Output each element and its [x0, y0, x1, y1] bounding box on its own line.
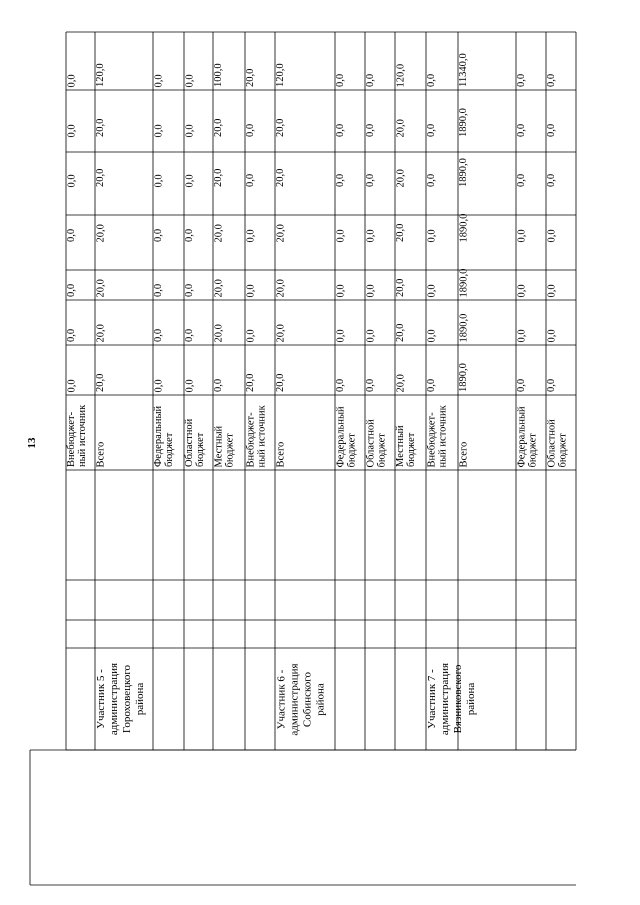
value-cell-text: 120,0 [275, 63, 286, 87]
value-cell-text: 100,0 [213, 63, 224, 87]
source-cell [365, 395, 395, 470]
value-cell [275, 140, 335, 190]
value-cell-text: 0,0 [66, 378, 77, 392]
value-cell [426, 32, 458, 90]
value-cell [213, 190, 245, 245]
value-cell [213, 245, 245, 300]
value-cell [365, 345, 395, 395]
value-cell [365, 300, 395, 345]
value-cell-text: 0,0 [153, 378, 164, 392]
value-cell [546, 140, 576, 190]
value-cell-text: 0,0 [184, 378, 195, 392]
value-cell-text: 120,0 [95, 63, 106, 87]
value-cell-text: 0,0 [426, 73, 437, 87]
value-cell-text: 20,0 [213, 118, 224, 137]
value-cell [365, 140, 395, 190]
value-cell [245, 245, 275, 300]
participant-cell [275, 648, 426, 750]
value-cell [516, 90, 546, 140]
source-cell-text: Всего [275, 441, 286, 467]
value-cell-text: 0,0 [516, 228, 527, 242]
value-cell-text: 20,0 [213, 223, 224, 242]
value-cell [546, 300, 576, 345]
value-cell-text: 20,0 [245, 68, 256, 87]
value-cell-text: 11340,0 [458, 53, 469, 87]
source-cell-text: Местный бюджет [213, 425, 235, 467]
value-cell [184, 90, 213, 140]
value-cell [245, 345, 275, 395]
value-cell [546, 190, 576, 245]
value-cell [245, 140, 275, 190]
value-cell-text: 0,0 [66, 283, 77, 297]
value-cell [153, 90, 184, 140]
value-cell-text: 0,0 [426, 378, 437, 392]
value-cell-text: 0,0 [546, 283, 557, 297]
source-cell [66, 395, 95, 470]
value-cell [153, 190, 184, 245]
value-cell [458, 190, 516, 245]
value-cell [546, 90, 576, 140]
value-cell [275, 32, 335, 90]
value-cell-text: 0,0 [516, 328, 527, 342]
value-cell-text: 120,0 [395, 63, 406, 87]
value-cell [426, 90, 458, 140]
value-cell-text: 0,0 [516, 378, 527, 392]
value-cell-text: 0,0 [365, 283, 376, 297]
value-cell-text: 0,0 [245, 228, 256, 242]
value-cell [335, 190, 365, 245]
value-cell-text: 0,0 [184, 73, 195, 87]
value-cell-text: 1890,0 [458, 268, 469, 297]
value-cell-text: 0,0 [66, 228, 77, 242]
value-cell-text: 20,0 [395, 168, 406, 187]
value-cell-text: 0,0 [184, 228, 195, 242]
value-cell [365, 90, 395, 140]
participant-cell-text: Участник 5 - администрация Гороховецкого района [95, 662, 146, 736]
source-cell-text: Областной бюджет [546, 418, 568, 467]
value-cell-text: 0,0 [335, 73, 346, 87]
value-cell-text: 20,0 [95, 223, 106, 242]
source-cell-text: Внебюджет- ный источник [245, 404, 267, 467]
value-cell-text: 0,0 [516, 173, 527, 187]
value-cell-text: 20,0 [395, 278, 406, 297]
value-cell-text: 20,0 [275, 223, 286, 242]
value-cell-text: 0,0 [66, 173, 77, 187]
value-cell-text: 0,0 [335, 378, 346, 392]
source-cell-text: Областной бюджет [365, 418, 387, 467]
value-cell-text: 20,0 [213, 278, 224, 297]
value-cell [395, 345, 426, 395]
value-cell-text: 1890,0 [458, 313, 469, 342]
value-cell [335, 90, 365, 140]
value-cell-text: 0,0 [426, 283, 437, 297]
value-cell [516, 140, 546, 190]
value-cell [458, 345, 516, 395]
value-cell [213, 345, 245, 395]
value-cell-text: 1890,0 [458, 108, 469, 137]
value-cell [95, 90, 153, 140]
value-cell [426, 190, 458, 245]
value-cell-text: 20,0 [95, 323, 106, 342]
value-cell [516, 245, 546, 300]
participant-cell-text: Участник 7 - администрация Вязниковского района [426, 662, 477, 736]
value-cell [426, 345, 458, 395]
value-cell [458, 32, 516, 90]
value-cell [275, 345, 335, 395]
value-cell [426, 300, 458, 345]
value-cell-text: 0,0 [516, 283, 527, 297]
value-cell-text: 0,0 [335, 173, 346, 187]
value-cell-text: 0,0 [546, 328, 557, 342]
value-cell [275, 90, 335, 140]
value-cell [365, 245, 395, 300]
value-cell [95, 245, 153, 300]
value-cell-text: 0,0 [66, 73, 77, 87]
value-cell [153, 32, 184, 90]
value-cell [184, 140, 213, 190]
value-cell [245, 32, 275, 90]
value-cell [516, 190, 546, 245]
source-cell-text: Внебюджет- ный источник [66, 404, 88, 467]
value-cell-text: 20,0 [395, 373, 406, 392]
value-cell-text: 20,0 [275, 168, 286, 187]
value-cell [213, 300, 245, 345]
value-cell-text: 0,0 [66, 328, 77, 342]
value-cell-text: 0,0 [546, 123, 557, 137]
value-cell [395, 190, 426, 245]
value-cell [95, 190, 153, 245]
value-cell [153, 245, 184, 300]
value-cell-text: 0,0 [365, 328, 376, 342]
value-cell [275, 300, 335, 345]
source-cell [213, 395, 245, 470]
value-cell-text: 0,0 [153, 123, 164, 137]
value-cell [365, 190, 395, 245]
source-cell [516, 395, 546, 470]
value-cell-text: 0,0 [546, 173, 557, 187]
value-cell [516, 300, 546, 345]
value-cell-text: 20,0 [95, 278, 106, 297]
value-cell-text: 20,0 [275, 323, 286, 342]
value-cell-text: 0,0 [184, 173, 195, 187]
value-cell [95, 300, 153, 345]
value-cell-text: 0,0 [365, 228, 376, 242]
value-cell [95, 345, 153, 395]
value-cell-text: 20,0 [213, 168, 224, 187]
value-cell [395, 300, 426, 345]
value-cell [66, 140, 95, 190]
value-cell-text: 20,0 [95, 373, 106, 392]
value-cell-text: 0,0 [153, 283, 164, 297]
value-cell-text: 20,0 [275, 278, 286, 297]
value-cell [426, 245, 458, 300]
source-cell-text: Федеральный бюджет [516, 405, 538, 467]
value-cell [66, 345, 95, 395]
value-cell [395, 90, 426, 140]
value-cell [458, 300, 516, 345]
value-cell-text: 20,0 [245, 373, 256, 392]
value-cell-text: 0,0 [213, 378, 224, 392]
source-cell [458, 395, 516, 470]
source-cell [275, 395, 335, 470]
value-cell [275, 245, 335, 300]
value-cell [184, 300, 213, 345]
value-cell-text: 0,0 [426, 228, 437, 242]
value-cell [153, 345, 184, 395]
value-cell [335, 245, 365, 300]
participant-cell [426, 648, 546, 750]
value-cell-text: 0,0 [426, 173, 437, 187]
value-cell-text: 0,0 [184, 123, 195, 137]
value-cell-text: 0,0 [546, 228, 557, 242]
value-cell [546, 345, 576, 395]
value-cell-text: 20,0 [395, 223, 406, 242]
source-cell-text: Федеральный бюджет [153, 405, 175, 467]
value-cell-text: 0,0 [153, 173, 164, 187]
source-cell [546, 395, 576, 470]
value-cell [95, 32, 153, 90]
value-cell-text: 0,0 [245, 283, 256, 297]
value-cell-text: 0,0 [365, 123, 376, 137]
source-cell [426, 395, 458, 470]
value-cell-text: 20,0 [395, 118, 406, 137]
value-cell-text: 0,0 [546, 73, 557, 87]
value-cell-text: 0,0 [335, 283, 346, 297]
value-cell-text: 0,0 [516, 73, 527, 87]
value-cell [275, 190, 335, 245]
value-cell-text: 20,0 [275, 373, 286, 392]
value-cell-text: 0,0 [245, 123, 256, 137]
value-cell [546, 245, 576, 300]
value-cell [426, 140, 458, 190]
source-cell-text: Областной бюджет [184, 418, 206, 467]
value-cell [335, 300, 365, 345]
value-cell [213, 140, 245, 190]
value-cell [546, 32, 576, 90]
value-cell [335, 140, 365, 190]
value-cell [184, 32, 213, 90]
value-cell [458, 245, 516, 300]
value-cell [213, 32, 245, 90]
page-number: 13 [26, 437, 38, 449]
value-cell [66, 300, 95, 345]
value-cell [184, 190, 213, 245]
value-cell-text: 0,0 [365, 378, 376, 392]
value-cell-text: 0,0 [153, 328, 164, 342]
value-cell [184, 245, 213, 300]
value-cell [66, 90, 95, 140]
value-cell-text: 1890,0 [458, 158, 469, 187]
value-cell-text: 0,0 [66, 123, 77, 137]
value-cell-text: 0,0 [245, 328, 256, 342]
value-cell-text: 0,0 [365, 173, 376, 187]
source-cell-text: Местный бюджет [395, 425, 417, 467]
value-cell [245, 300, 275, 345]
source-cell [153, 395, 184, 470]
value-cell [516, 345, 546, 395]
value-cell [245, 190, 275, 245]
value-cell-text: 20,0 [95, 168, 106, 187]
participant-cell-text: Участник 6 - администрация Собинского района [275, 662, 326, 736]
value-cell-text: 0,0 [184, 328, 195, 342]
source-cell-text: Внебюджет- ный источник [426, 404, 448, 467]
value-cell-text: 20,0 [95, 118, 106, 137]
value-cell [153, 140, 184, 190]
value-cell-text: 0,0 [546, 378, 557, 392]
source-cell-text: Федеральный бюджет [335, 405, 357, 467]
value-cell [66, 190, 95, 245]
value-cell [395, 245, 426, 300]
value-cell [458, 90, 516, 140]
source-cell [335, 395, 365, 470]
value-cell [516, 32, 546, 90]
value-cell-text: 0,0 [153, 228, 164, 242]
source-cell [95, 395, 153, 470]
value-cell [335, 345, 365, 395]
value-cell-text: 0,0 [184, 283, 195, 297]
value-cell-text: 0,0 [153, 73, 164, 87]
value-cell [395, 32, 426, 90]
value-cell-text: 0,0 [245, 173, 256, 187]
value-cell [213, 90, 245, 140]
value-cell-text: 0,0 [426, 328, 437, 342]
value-cell-text: 20,0 [395, 323, 406, 342]
value-cell [66, 245, 95, 300]
value-cell [184, 345, 213, 395]
value-cell [95, 140, 153, 190]
value-cell-text: 0,0 [335, 123, 346, 137]
value-cell-text: 0,0 [365, 73, 376, 87]
value-cell [153, 300, 184, 345]
value-cell [335, 32, 365, 90]
value-cell [245, 90, 275, 140]
source-cell [184, 395, 213, 470]
value-cell [458, 140, 516, 190]
source-cell [245, 395, 275, 470]
value-cell-text: 1890,0 [458, 363, 469, 392]
value-cell-text: 0,0 [426, 123, 437, 137]
value-cell-text: 20,0 [213, 323, 224, 342]
source-cell [395, 395, 426, 470]
value-cell-text: 0,0 [335, 328, 346, 342]
value-cell-text: 20,0 [275, 118, 286, 137]
value-cell [66, 32, 95, 90]
value-cell [365, 32, 395, 90]
value-cell-text: 1890,0 [458, 213, 469, 242]
source-cell-text: Всего [458, 441, 469, 467]
participant-cell [95, 648, 275, 750]
value-cell [395, 140, 426, 190]
value-cell-text: 0,0 [335, 228, 346, 242]
value-cell-text: 0,0 [516, 123, 527, 137]
source-cell-text: Всего [95, 441, 106, 467]
